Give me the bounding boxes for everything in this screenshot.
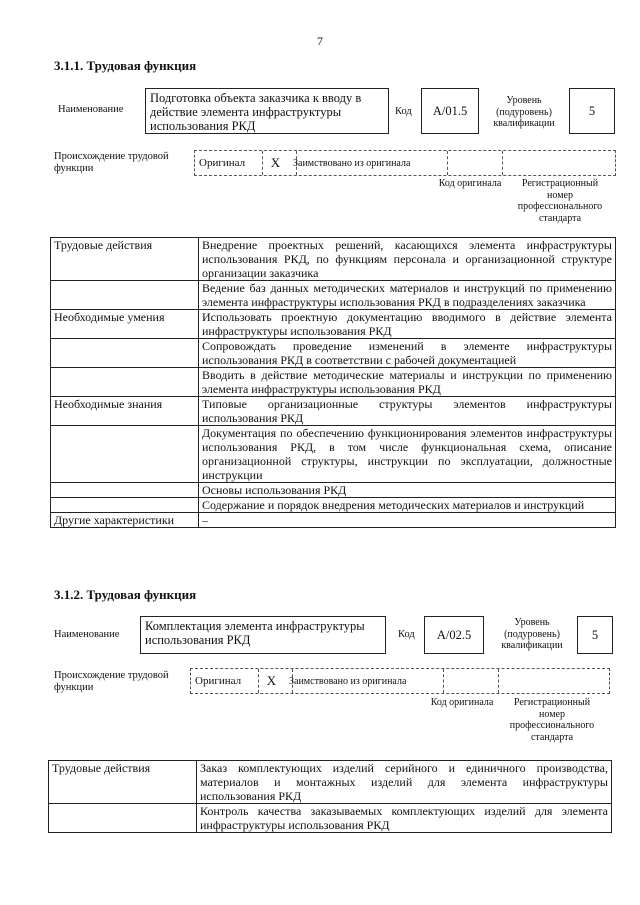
- origin-label: Происхождение трудовой функции: [54, 151, 169, 174]
- original-mark: X: [255, 151, 297, 175]
- origin-row: [190, 668, 610, 694]
- page-number: 7: [317, 34, 323, 48]
- row-label: [49, 804, 197, 833]
- requirements-table: [48, 760, 612, 833]
- table-row: [51, 310, 616, 339]
- function-name-box: Подготовка объекта заказчика к вводу в действие элемента инфраструктуры использования РКД: [145, 88, 389, 134]
- row-text: Документация по обеспечению функционирования элементов инфраструктуры использования РКД, в том числе функциональная схема, описание организационной структуры, инструкции по эксплуатации, должностные инструкции: [199, 426, 616, 483]
- reg-number-label: Регистрационный номер профессионального стандарта: [517, 178, 603, 224]
- original-cell: Оригинал: [195, 151, 263, 175]
- row-label: [51, 498, 199, 513]
- level-label: Уровень (подуровень) квалификации: [501, 617, 563, 651]
- row-text: Содержание и порядок внедрения методических материалов и инструкций: [199, 498, 616, 513]
- origin-label: Происхождение трудовой функции: [54, 670, 169, 693]
- table-row: [51, 513, 616, 528]
- function-name-box: Комплектация элемента инфраструктуры использования РКД: [140, 616, 386, 654]
- origin-divider: [497, 669, 499, 693]
- borrowed-cell: Заимствовано из оригинала: [289, 151, 448, 175]
- row-label: Необходимые знания: [51, 397, 199, 426]
- table-row: [51, 238, 616, 281]
- borrowed-cell: Заимствовано из оригинала: [285, 669, 444, 693]
- table-row: [51, 281, 616, 310]
- level-box: 5: [569, 88, 615, 134]
- row-label: [51, 281, 199, 310]
- code-label: Код: [395, 106, 412, 117]
- table-row: [51, 368, 616, 397]
- row-text: –: [199, 513, 616, 528]
- table-row: [51, 498, 616, 513]
- level-label: Уровень (подуровень) квалификации: [493, 95, 555, 129]
- row-text: Вводить в действие методические материалы и инструкции по применению элемента инфраструктуры использования РКД: [199, 368, 616, 397]
- name-label: Наименование: [58, 104, 124, 115]
- table-row: [51, 397, 616, 426]
- function-code-box: A/01.5: [421, 88, 479, 134]
- table-row: [51, 339, 616, 368]
- code-label: Код: [398, 629, 415, 640]
- row-text: Заказ комплектующих изделий серийного и единичного производства, материалов и монтажных изделий для элемента инфраструктуры использования РКД: [197, 761, 612, 804]
- row-label: Необходимые умения: [51, 310, 199, 339]
- row-text: Основы использования РКД: [199, 483, 616, 498]
- row-text: Контроль качества заказываемых комплектующих изделий для элемента инфраструктуры использования РКД: [197, 804, 612, 833]
- row-text: Ведение баз данных методических материалов и инструкций по применению элемента инфраструктуры использования РКД в подразделениях заказчика: [199, 281, 616, 310]
- table-row: [51, 426, 616, 483]
- section-heading: 3.1.1. Трудовая функция: [54, 58, 197, 73]
- table-row: [49, 761, 612, 804]
- level-box: 5: [577, 616, 613, 654]
- original-mark: X: [251, 669, 293, 693]
- table-row: [49, 804, 612, 833]
- origin-code-label: Код оригинала: [430, 697, 494, 708]
- section-heading: 3.1.2. Трудовая функция: [54, 587, 197, 602]
- table-row: [51, 483, 616, 498]
- function-code-box: A/02.5: [424, 616, 484, 654]
- row-text: Использовать проектную документацию вводимого в действие элемента инфраструктуры использования РКД: [199, 310, 616, 339]
- reg-number-label: Регистрационный номер профессионального стандарта: [509, 697, 595, 743]
- row-label: [51, 368, 199, 397]
- requirements-table: [50, 237, 616, 528]
- original-cell: Оригинал: [191, 669, 259, 693]
- row-text: Сопровождать проведение изменений в элементе инфраструктуры использования РКД в соответствии с рабочей документацией: [199, 339, 616, 368]
- row-label: [51, 339, 199, 368]
- row-label: Другие характеристики: [51, 513, 199, 528]
- origin-row: [194, 150, 616, 176]
- row-label: [51, 483, 199, 498]
- name-label: Наименование: [54, 629, 120, 640]
- origin-code-label: Код оригинала: [438, 178, 502, 189]
- row-label: Трудовые действия: [49, 761, 197, 804]
- row-label: Трудовые действия: [51, 238, 199, 281]
- row-label: [51, 426, 199, 483]
- row-text: Внедрение проектных решений, касающихся элемента инфраструктуры использования РКД, по функциям персонала и организационной структуре организации заказчика: [199, 238, 616, 281]
- row-text: Типовые организационные структуры элементов инфраструктуры использования РКД: [199, 397, 616, 426]
- origin-divider: [501, 151, 503, 175]
